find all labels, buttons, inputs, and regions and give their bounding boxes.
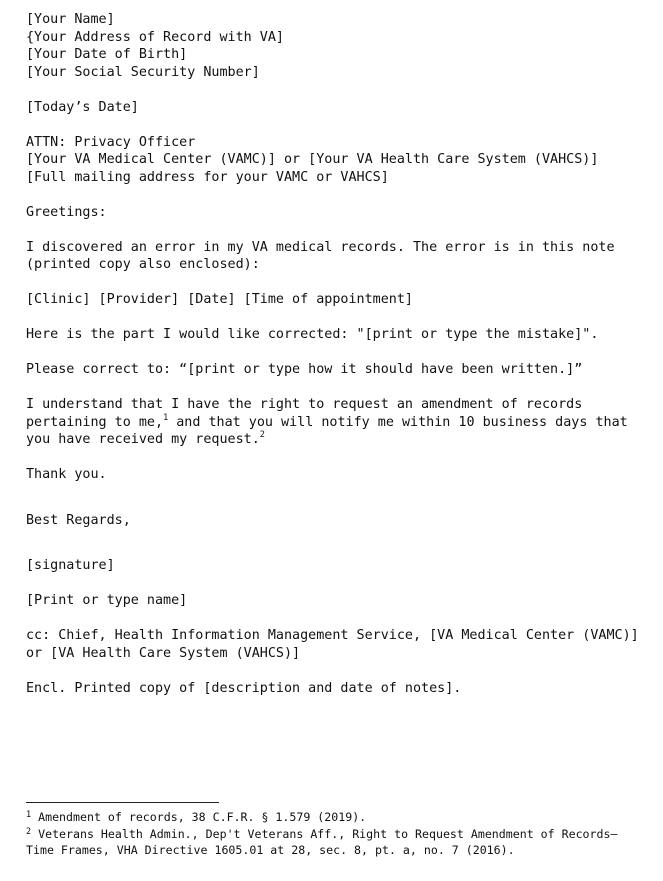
recipient-block [26, 134, 656, 187]
letter-date: [Today’s Date] [26, 99, 139, 115]
sender-dob: [Your Date of Birth] [26, 47, 188, 62]
footnote-2-text: Veterans Health Admin., Dep't Veterans Aff., Right to Request Amendment of Records– [31, 826, 618, 841]
cc-line1: cc: Chief, Health Information Management Service, [VA Medical Center (VAMC)] [26, 628, 639, 643]
print-name: [Print or type name] [26, 593, 188, 608]
footnote-divider [26, 802, 219, 803]
rights-line1: I understand that I have the right to request an amendment of records [26, 397, 583, 412]
footnote-2-mark: 2 [26, 826, 32, 837]
paragraph-error [26, 239, 656, 274]
sender-block [26, 11, 656, 81]
paragraph-rights [26, 396, 656, 449]
cc-block [26, 627, 656, 662]
letter-body [26, 11, 656, 697]
thanks: Thank you. [26, 467, 107, 482]
paragraph-error-line2: (printed copy also enclosed): [26, 257, 260, 272]
recipient-attn: ATTN: Privacy Officer [26, 134, 196, 150]
footnote-1-text: Amendment of records, 38 C.F.R. § 1.579 (2019). [31, 810, 367, 824]
footnote-ref-2: 2 [259, 430, 265, 440]
sender-ssn: [Your Social Security Number] [26, 64, 260, 80]
correction-to: Please correct to: “[print or type how it should have been written.]” [26, 362, 583, 377]
note-reference: [Clinic] [Provider] [Date] [Time of appointment] [26, 292, 413, 307]
recipient-facility: [Your VA Medical Center (VAMC)] or [Your VA Health Care System (VAHCS)] [26, 152, 599, 167]
enclosure: Encl. Printed copy of [description and date of notes]. [26, 680, 462, 696]
cc-line2: or [VA Health Care System (VAHCS)] [26, 645, 301, 661]
rights-line3 [26, 431, 656, 449]
paragraph-error-line1: I discovered an error in my VA medical records. The error is in this note [26, 239, 615, 255]
footnote-ref-1: 1 [163, 412, 169, 423]
recipient-address: [Full mailing address for your VAMC or VAHCS] [26, 169, 389, 185]
sender-name: [Your Name] [26, 12, 115, 27]
footnote-2-continuation: Time Frames, VHA Directive 1605.01 at 28, sec. 8, pt. a, no. 7 (2016). [26, 843, 515, 857]
sender-address: {Your Address of Record with VA] [26, 29, 284, 45]
rights-line3-text: you have received my request. [26, 432, 260, 447]
closing: Best Regards, [26, 512, 131, 528]
signature-placeholder: [signature] [26, 558, 115, 573]
rights-line2-start: pertaining to me, [26, 414, 164, 430]
footnote-1-mark: 1 [26, 810, 32, 820]
correction-part: Here is the part I would like corrected: "[print or type the mistake]". [26, 327, 599, 342]
footnotes [26, 802, 656, 859]
rights-line2-end: and that you will notify me within 10 business days that [168, 414, 628, 430]
greeting: Greetings: [26, 204, 107, 220]
rights-line2 [26, 414, 656, 432]
footnote-2 [26, 826, 656, 843]
footnote-1 [26, 809, 656, 826]
